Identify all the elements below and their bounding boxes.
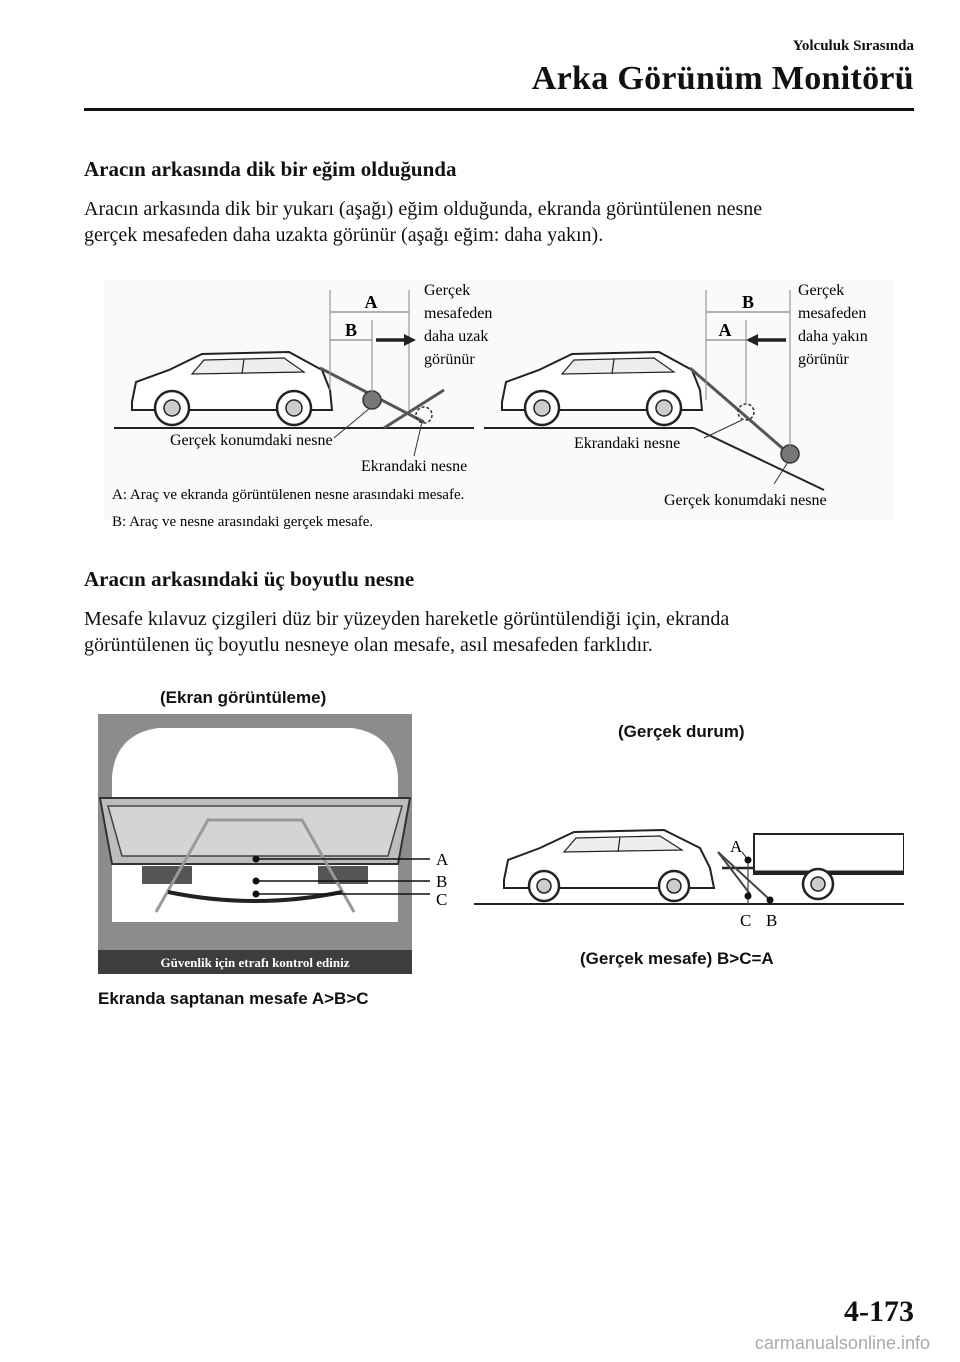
bumper-inner (108, 806, 402, 856)
right-note-line2: mesafeden (798, 305, 867, 322)
screen-point-a: A (436, 850, 449, 869)
screen-warning-text: Güvenlik için etrafı kontrol ediniz (160, 955, 350, 970)
caption-b: B: Araç ve nesne arasındaki gerçek mesafe. (112, 514, 374, 530)
right-real-object-label: Gerçek konumdaki nesne (664, 492, 827, 509)
slope-paragraph-line2: gerçek mesafeden daha uzakta görünür (aşağı eğim: daha yakın). (84, 224, 604, 246)
right-note-line1: Gerçek (798, 282, 845, 299)
real-point-b-marker (767, 897, 774, 904)
left-screen-object-label: Ekrandaki nesne (361, 458, 468, 475)
left-note-line3: daha uzak (424, 328, 489, 345)
real-object-marker (781, 445, 799, 463)
watermark-text: carmanualsonline.info (754, 1333, 930, 1353)
real-label-c: C (740, 911, 752, 930)
right-screen-object-label: Ekrandaki nesne (574, 435, 681, 452)
real-situation-figure (474, 824, 904, 942)
bumper-light-left (142, 866, 192, 884)
page-number: 4-173 (844, 1295, 914, 1328)
screen-caption: Ekranda saptanan mesafe A>B>C (98, 989, 369, 1008)
slope-paragraph-line1: Aracın arkasında dik bir yukarı (aşağı) eğim olduğunda, ekranda görüntülenen nesne (84, 198, 763, 220)
left-label-b: B (344, 320, 358, 340)
caption-a: A: Araç ve ekranda görüntülenen nesne arasındaki mesafe. (112, 487, 465, 503)
screen-display-figure (98, 714, 458, 976)
three-d-paragraph-line2: görüntülenen üç boyutlu nesneye olan mesafe, asıl mesafeden farklıdır. (84, 634, 653, 656)
right-label-b: B (741, 292, 755, 312)
section-label: Yolculuk Sırasında (792, 38, 914, 54)
real-caption: (Gerçek mesafe) B>C=A (580, 949, 774, 968)
three-d-paragraph-line1: Mesafe kılavuz çizgileri düz bir yüzeyden hareketle görüntülendiği için, ekranda (84, 608, 730, 630)
real-title: (Gerçek durum) (618, 722, 745, 741)
left-real-object-label: Gerçek konumdaki nesne (170, 432, 333, 449)
right-note-line3: daha yakın (798, 328, 868, 345)
right-note-line4: görünür (798, 351, 849, 368)
slope-figure (84, 270, 914, 540)
left-note-line2: mesafeden (424, 305, 493, 322)
left-note-line1: Gerçek (424, 282, 471, 299)
slope-heading: Aracın arkasında dik bir eğim olduğunda (84, 157, 457, 181)
left-label-a: A (364, 292, 378, 312)
screen-point-b: B (436, 872, 448, 891)
real-point-c-marker (745, 893, 752, 900)
real-label-b: B (766, 911, 778, 930)
left-note-line4: görünür (424, 351, 475, 368)
screen-point-c: C (436, 890, 448, 909)
right-label-a: A (718, 320, 732, 340)
page-title: Arka Görünüm Monitörü (531, 60, 914, 97)
real-object-marker (363, 391, 381, 409)
car-icon (504, 830, 714, 901)
three-d-heading: Aracın arkasındaki üç boyutlu nesne (84, 567, 415, 591)
real-label-a: A (730, 837, 743, 856)
screen-title: (Ekran görüntüleme) (160, 688, 327, 707)
header-rule (84, 108, 914, 111)
trailer-icon (722, 834, 904, 899)
